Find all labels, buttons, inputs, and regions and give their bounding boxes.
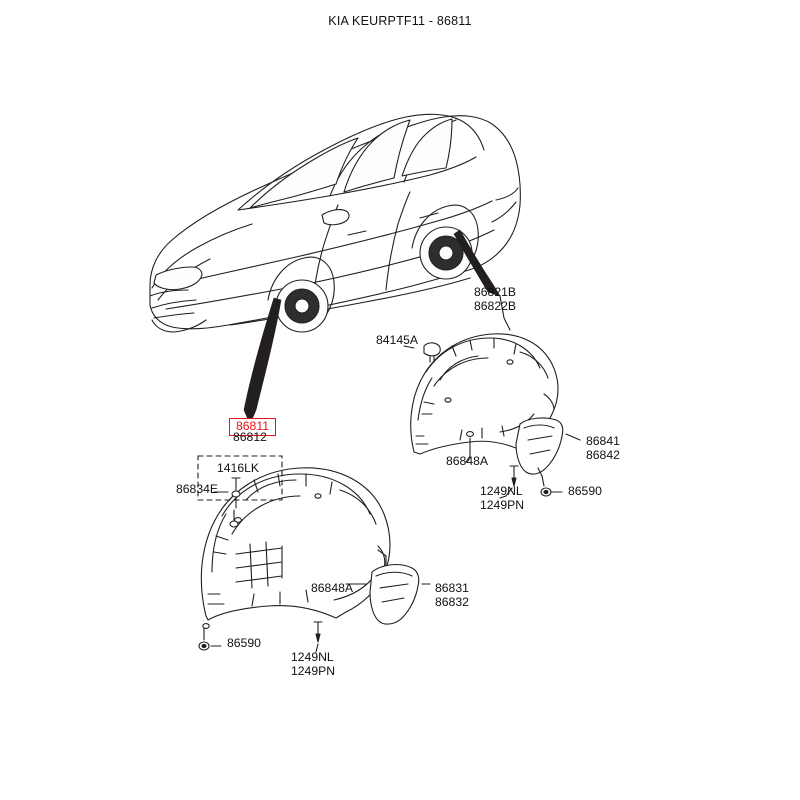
- part-label-86832[interactable]: 86832: [435, 595, 469, 609]
- front-wheel-liner-assembly: [201, 468, 390, 629]
- part-label-86848A-lower[interactable]: 86848A: [311, 581, 354, 595]
- part-label-84145A[interactable]: 84145A: [376, 333, 419, 347]
- page-title: KIA KEURPTF11 - 86811: [328, 14, 472, 28]
- part-label-1249NL-upper[interactable]: 1249NL: [480, 484, 523, 498]
- screw-1249NL-upper: [510, 466, 518, 486]
- part-label-1249PN-lower[interactable]: 1249PN: [291, 664, 336, 678]
- part-label-86822B[interactable]: 86822B: [474, 299, 517, 313]
- part-label-86848A-upper[interactable]: 86848A: [446, 454, 489, 468]
- leader-front-arch: [244, 298, 281, 424]
- part-label-86841[interactable]: 86841: [586, 434, 620, 448]
- grommet-86590-upper: [541, 488, 551, 496]
- car-illustration: [150, 114, 520, 332]
- part-label-1249NL-lower[interactable]: 1249NL: [291, 650, 334, 664]
- leader-86841: [566, 434, 580, 440]
- part-label-86842[interactable]: 86842: [586, 448, 620, 462]
- mudflap-rear: [516, 418, 563, 474]
- screw-1249NL-lower: [314, 622, 322, 642]
- bolt-1416LK: [232, 478, 240, 497]
- part-label-1249PN-upper[interactable]: 1249PN: [480, 498, 525, 512]
- part-label-86590-upper[interactable]: 86590: [568, 484, 602, 498]
- part-label-86590-lower[interactable]: 86590: [227, 636, 261, 650]
- part-label-86821B[interactable]: 86821B: [474, 285, 517, 299]
- grommet-detail: [230, 521, 238, 527]
- part-label-86834E[interactable]: 86834E: [176, 482, 219, 496]
- mudflap-front: [370, 565, 419, 625]
- grommet-86590-lower: [199, 642, 209, 650]
- highlighted-part-number[interactable]: 86811: [229, 418, 276, 436]
- part-label-1416LK[interactable]: 1416LK: [217, 461, 260, 475]
- part-label-86812[interactable]: 86812: [233, 430, 267, 444]
- part-label-86831[interactable]: 86831: [435, 581, 469, 595]
